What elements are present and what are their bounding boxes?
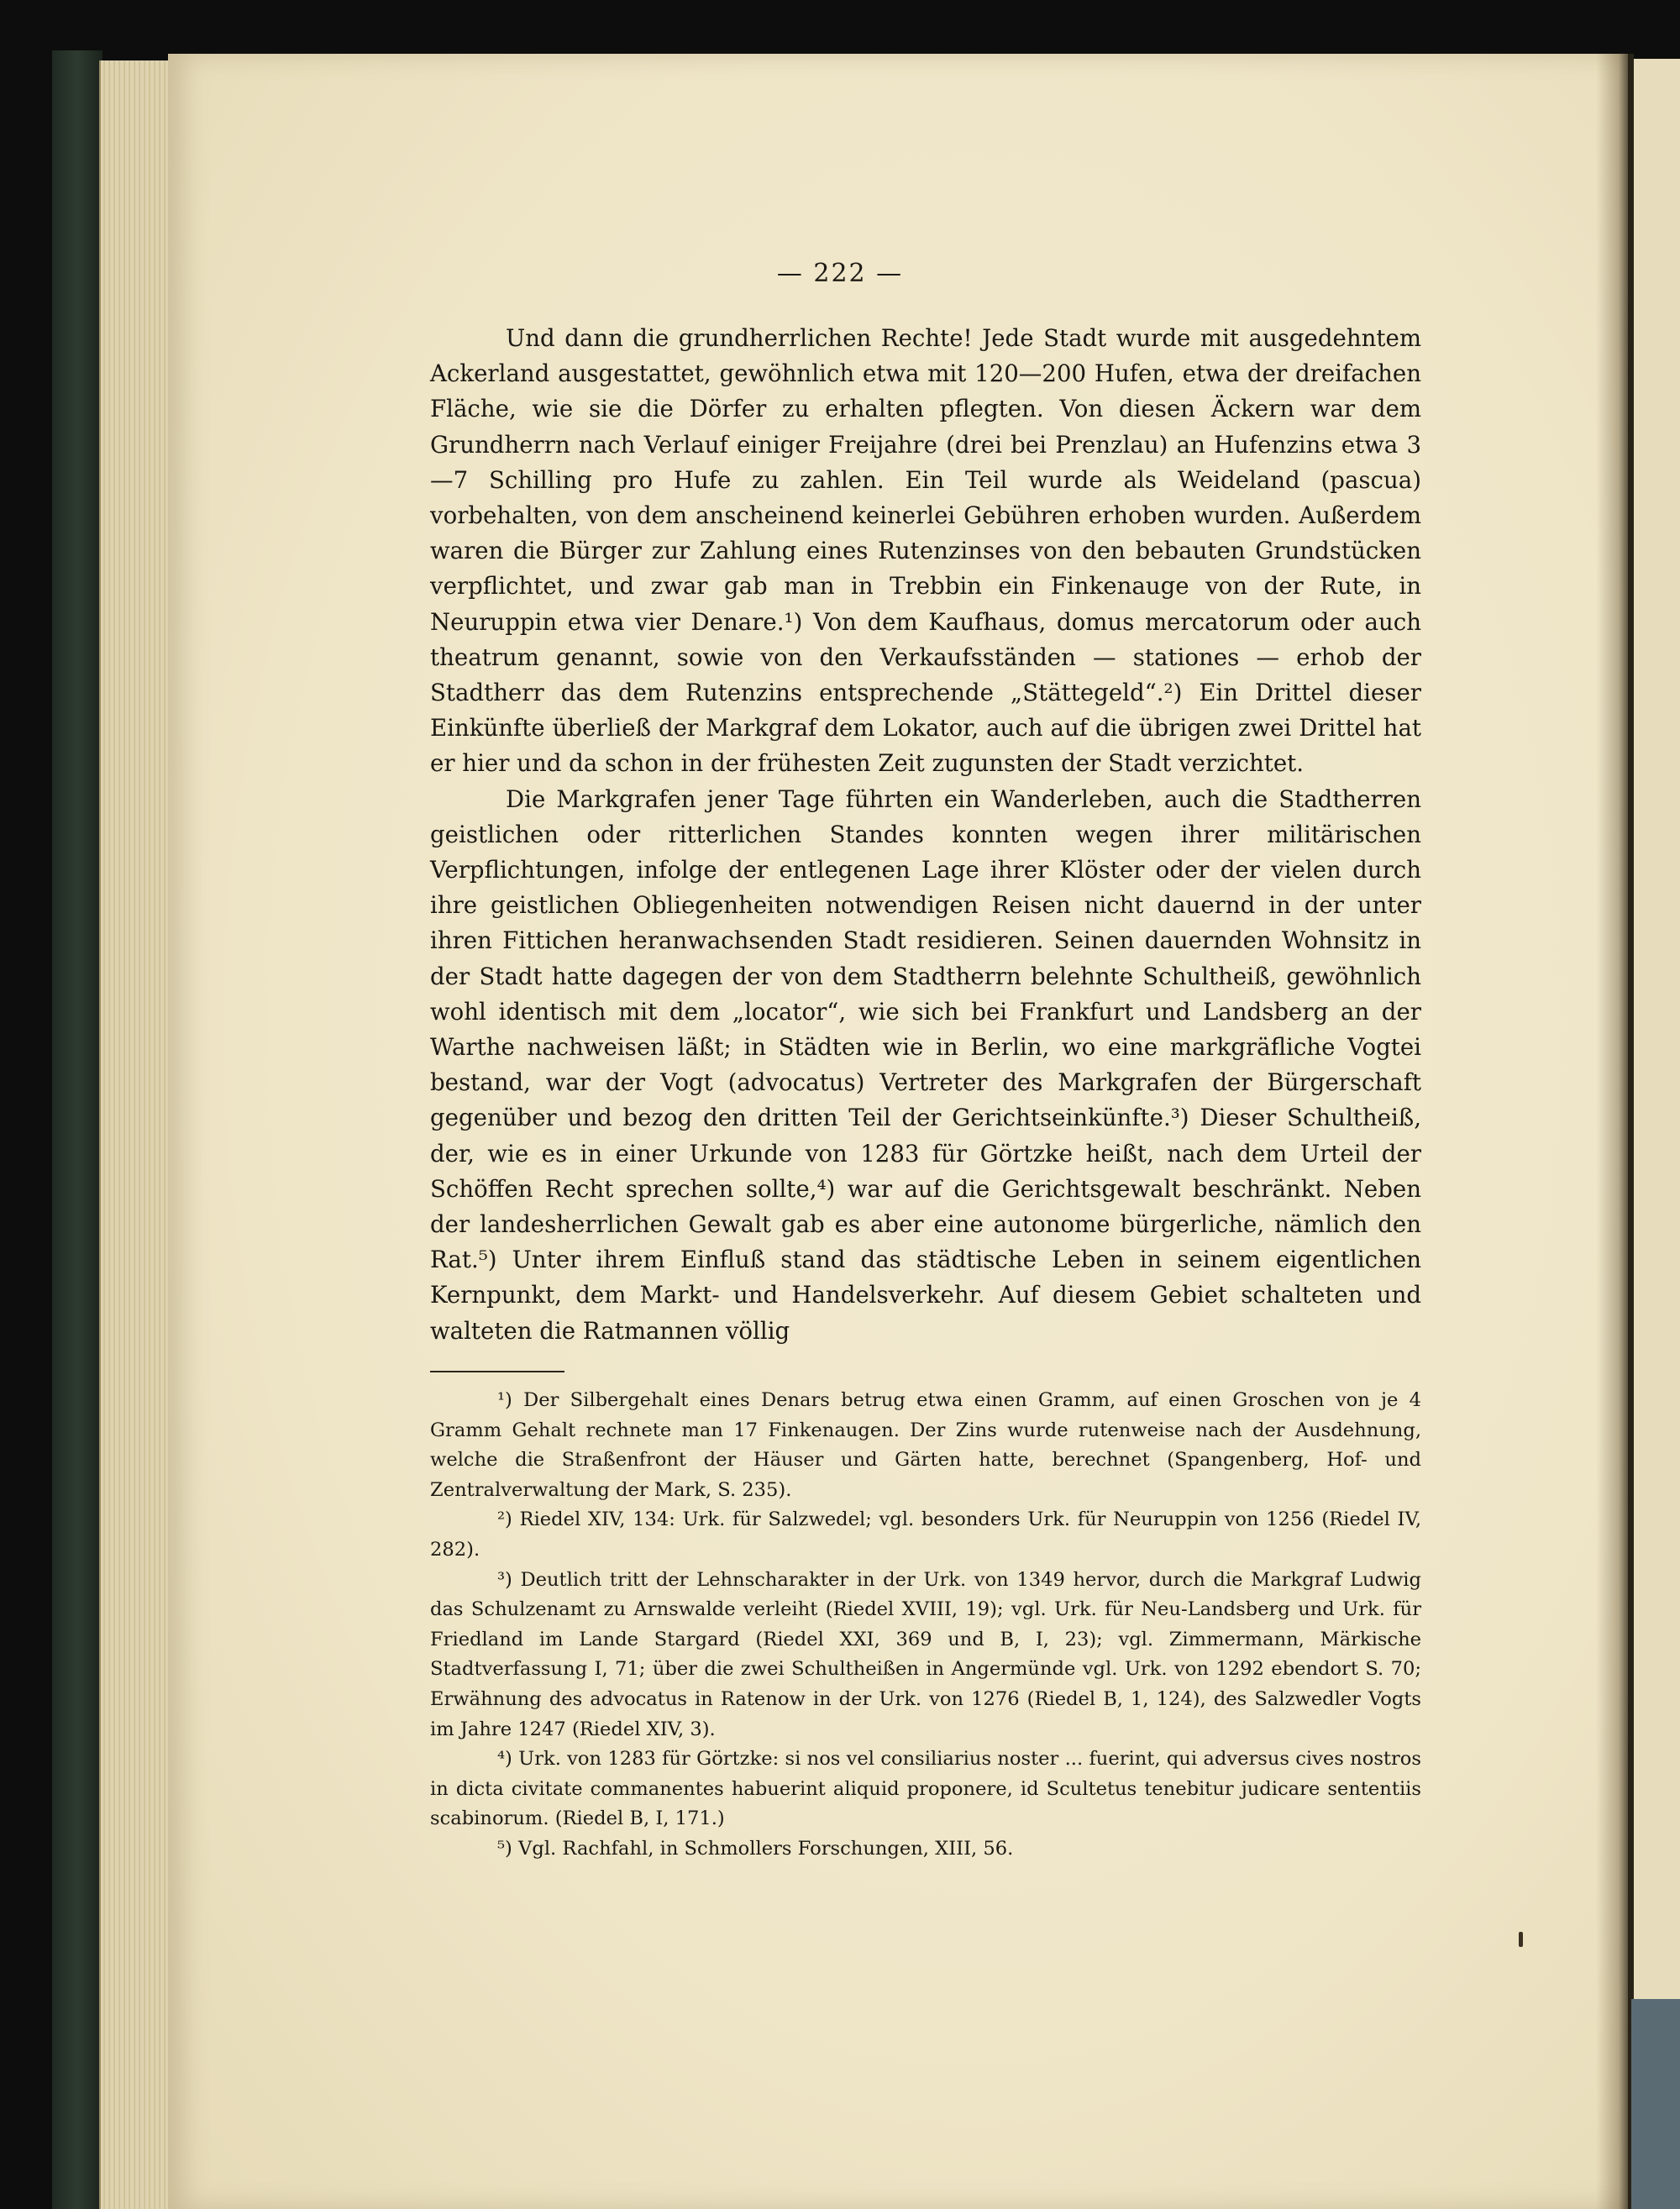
footnote: ⁴) Urk. von 1283 für Görtzke: si nos vel consiliarius noster ... fuerint, qui adversus cives nostros in dicta civitate commanentes habuerint aliquid proponere, id Scultetus tenebitur judicare sententiis scabinorum. (Riedel B, I, 171.) — [430, 1748, 1421, 1830]
facing-page-edge — [1634, 59, 1680, 2209]
footnote: ²) Riedel XIV, 134: Urk. für Salzwedel; vgl. besonders Urk. für Neuruppin von 1256 (Riedel IV, 282). — [430, 1509, 1421, 1561]
footnote-rule — [430, 1371, 564, 1372]
page-gutter-shadow — [1596, 54, 1634, 2209]
book-cover-edge — [52, 50, 102, 2209]
facing-cover-edge — [1631, 1999, 1680, 2209]
page-edges — [99, 60, 178, 2209]
footnote: ³) Deutlich tritt der Lehnscharakter in der Urk. von 1349 hervor, durch die Markgraf Ludwig das Schulzenamt zu Arnswalde verleiht (Riedel XVIII, 19); vgl. Urk. für Neu-Landsberg und Urk. für Friedland im Lande Stargard (Riedel XXI, 369 und B, I, 23); vgl. Zimmermann, Märkische Stadtverfassung I, 71; über die zwei Schultheißen in Angermünde vgl. Urk. von 1292 ebendort S. 70; Erwähnung des advocatus in Ratenow in der Urk. von 1276 (Riedel B, 1, 124), des Salzwedler Vogts im Jahre 1247 (Riedel XIV, 3). — [430, 1568, 1421, 1740]
footnote: ¹) Der Silbergehalt eines Denars betrug etwa einen Gramm, auf einen Groschen von je 4 Gramm Gehalt rechnete man 17 Finkenaugen. Der Zins wurde rutenweise nach der Ausdehnung, welche die Straßenfront der Häuser und Gärten hatte, berechnet (Spangenberg, Hof- und Zentralverwaltung der Mark, S. 235). — [430, 1389, 1421, 1501]
footnotes — [430, 1386, 1421, 1865]
ink-mark — [1519, 1932, 1523, 1947]
page-number: — 222 — — [776, 259, 904, 288]
body-paragraph: Die Markgrafen jener Tage führten ein Wanderleben, auch die Stadtherren geistlichen oder ritterlichen Standes konnten wegen ihrer militärischen Verpflichtungen, infolge der entlegenen Lage ihrer Klöster oder der vielen durch ihre geistlichen Obliegenheiten notwendigen Reisen nicht dauernd in der unter ihren Fittichen heranwachsenden Stadt residieren. Seinen dauernden Wohnsitz in der Stadt hatte dagegen der von dem Stadtherrn belehnte Schultheiß, gewöhnlich wohl identisch mit dem „locator“, wie sich bei Frankfurt und Landsberg an der Warthe nachweisen läßt; in Städten wie in Berlin, wo eine markgräfliche Vogtei bestand, war der Vogt (advocatus) Vertreter des Markgrafen der Bürgerschaft gegenüber und bezog den dritten Teil der Gerichtseinkünfte.³) Dieser Schultheiß, der, wie es in einer Urkunde von 1283 für Görtzke heißt, nach dem Urteil der Schöffen Recht sprechen sollte,⁴) war auf die Gerichtsgewalt beschränkt. Neben der landesherrlichen Gewalt gab es aber eine autonome bürgerliche, nämlich den Rat.⁵) Unter ihrem Einfluß stand das städtische Leben in seinem eigentlichen Kernpunkt, dem Markt- und Handelsverkehr. Auf diesem Gebiet schalteten und walteten die Ratmannen völlig — [430, 784, 1421, 1345]
footnote: ⁵) Vgl. Rachfahl, in Schmollers Forschungen, XIII, 56. — [497, 1837, 1014, 1860]
body-paragraph: Und dann die grundherrlichen Rechte! Jede Stadt wurde mit ausgedehntem Ackerland ausgestattet, gewöhnlich etwa mit 120—200 Hufen, etwa der dreifachen Fläche, wie sie die Dörfer zu erhalten pflegten. Von diesen Äckern war dem Grundherrn nach Verlauf einiger Freijahre (drei bei Prenzlau) an Hufenzins etwa 3—7 Schilling pro Hufe zu zahlen. Ein Teil wurde als Weideland (pascua) vorbehalten, von dem anscheinend keinerlei Gebühren erhoben wurden. Außerdem waren die Bürger zur Zahlung eines Rutenzinses von den bebauten Grundstücken verpflichtet, und zwar gab man in Trebbin ein Finkenauge von der Rute, in Neuruppin etwa vier Denare.¹) Von dem Kaufhaus, domus mercatorum oder auch theatrum genannt, sowie von den Verkaufsständen — stationes — erhob der Stadtherr das dem Rutenzins entsprechende „Stättegeld“.²) Ein Drittel dieser Einkünfte überließ der Markgraf dem Lokator, auch auf die übrigen zwei Drittel hat er hier und da schon in der frühesten Zeit zugunsten der Stadt verzichtet. — [430, 324, 1421, 778]
main-text — [430, 321, 1421, 1349]
